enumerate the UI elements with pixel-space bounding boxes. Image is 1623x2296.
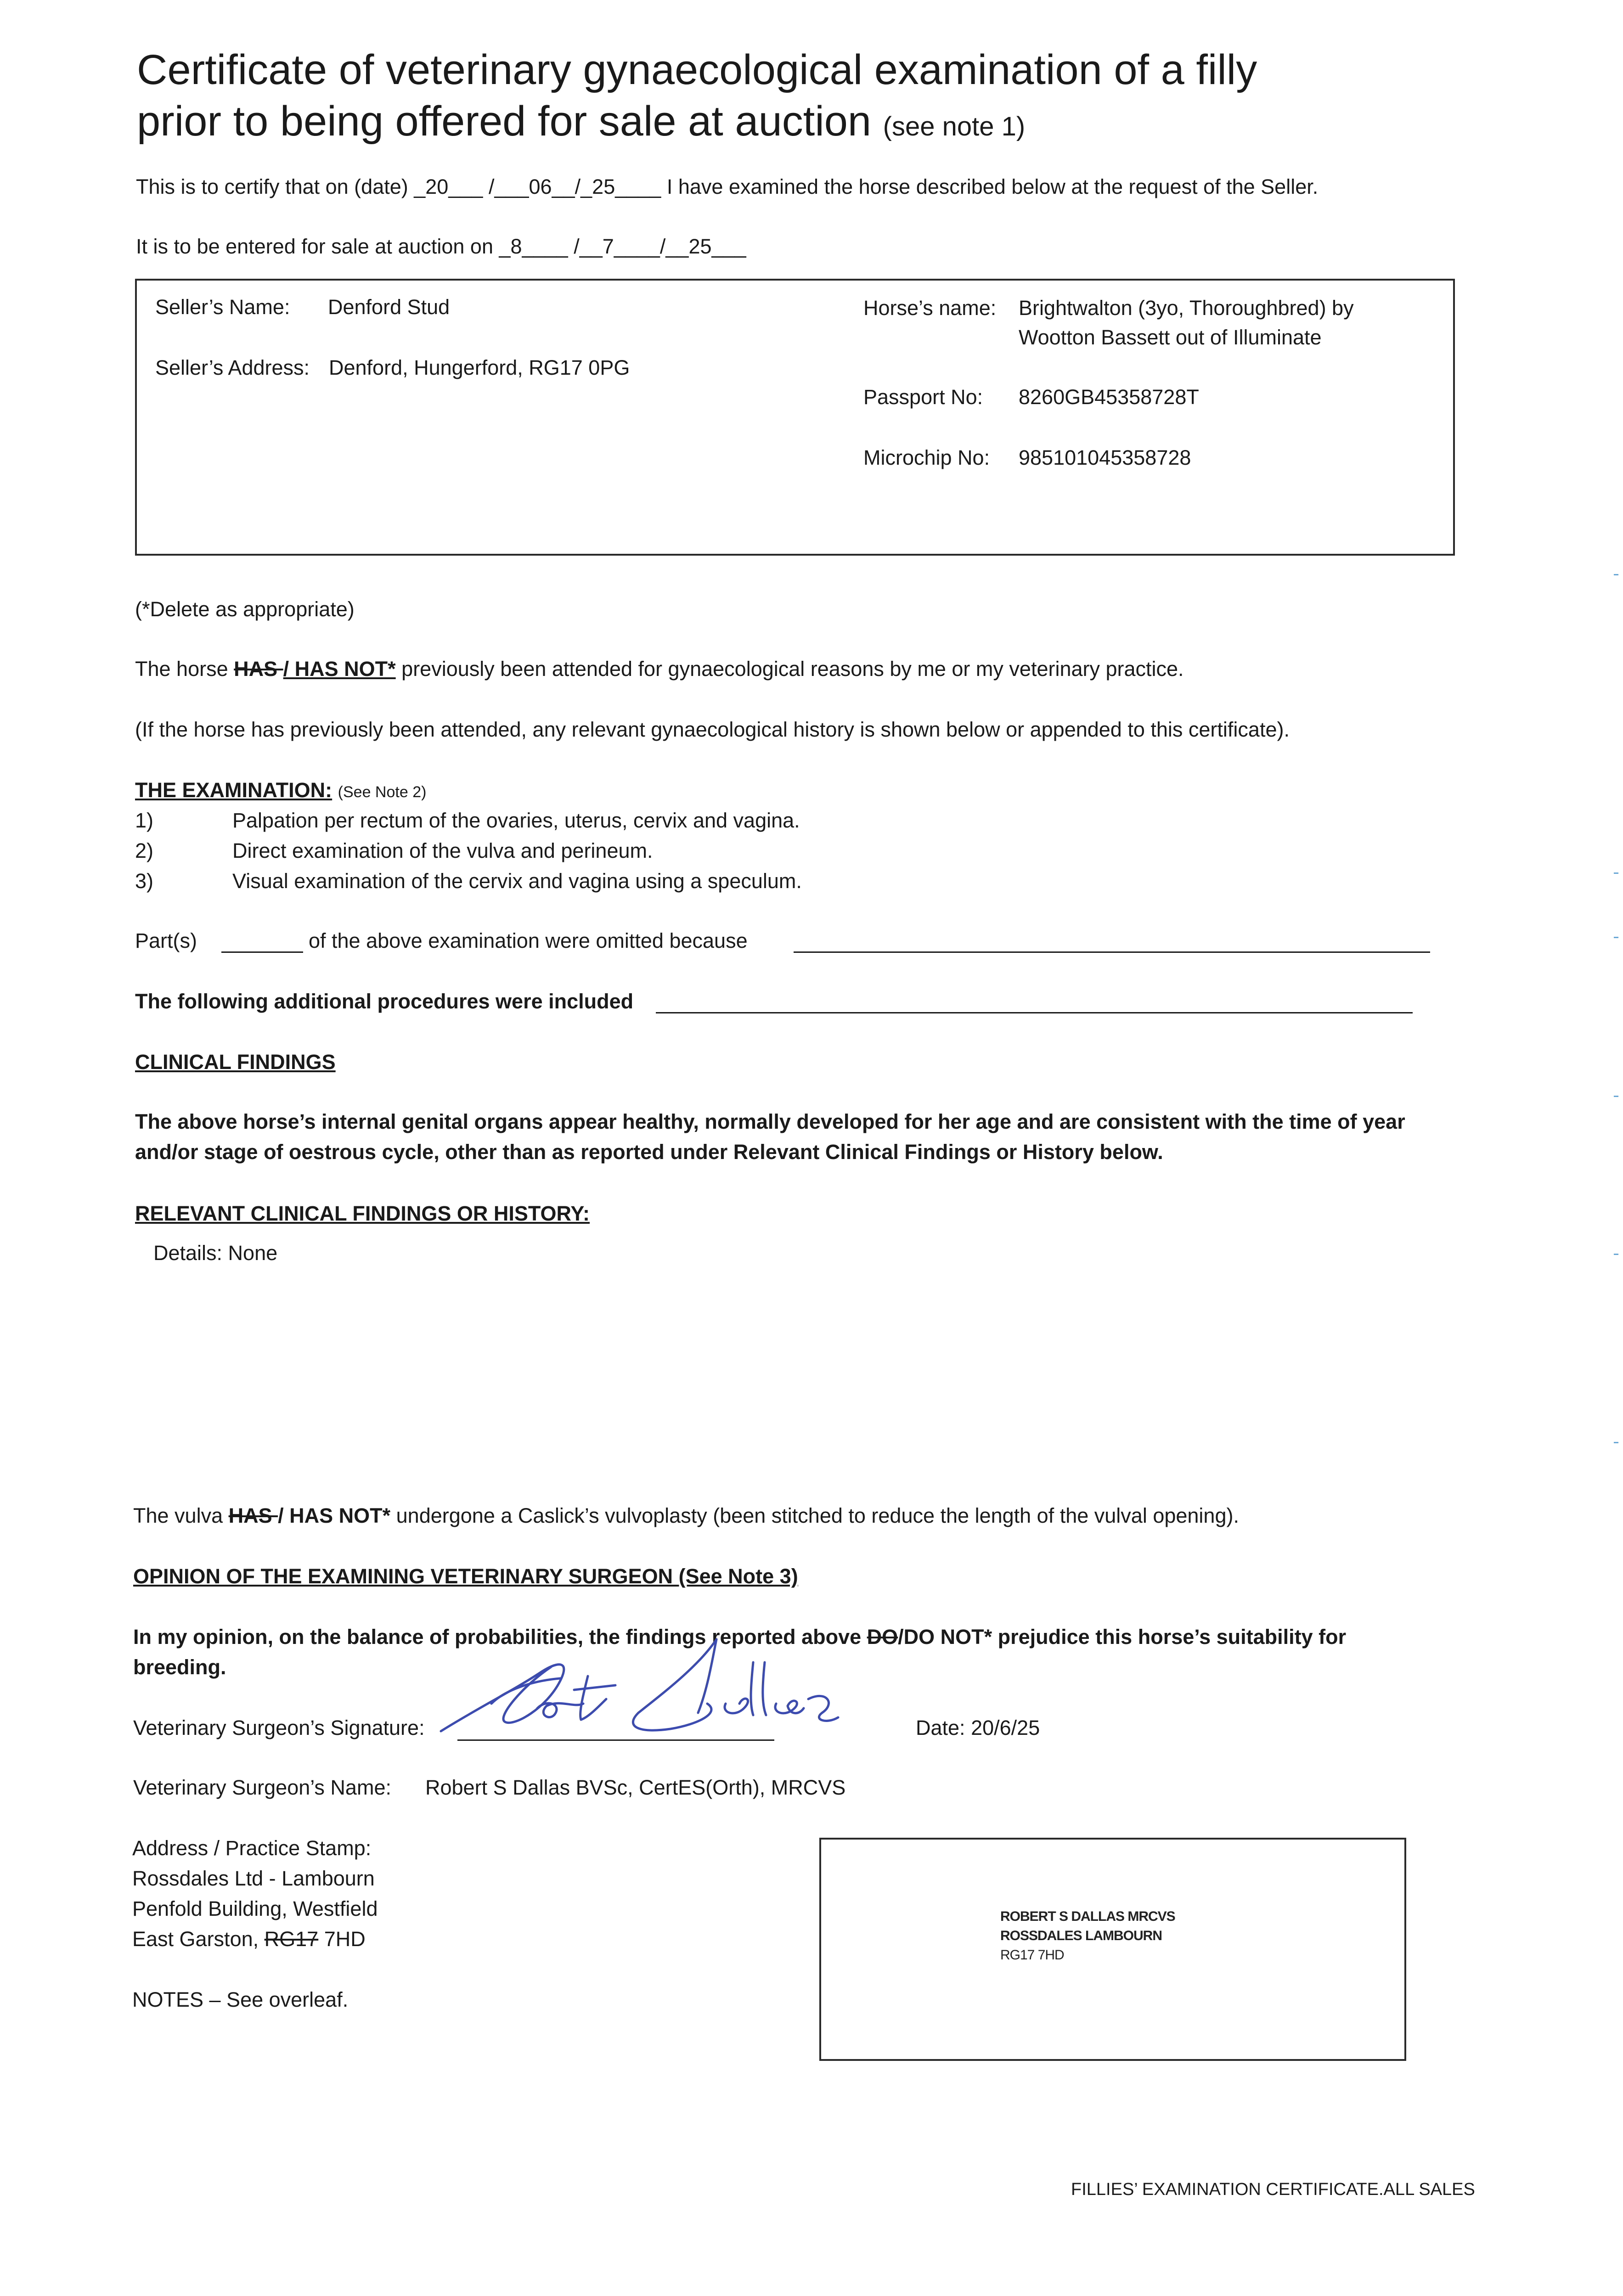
exam-item-1-num: 1) xyxy=(135,809,154,832)
horse-name-label: Horse’s name: xyxy=(863,296,997,320)
sale-month: /__7____ xyxy=(574,235,660,258)
vulva-statement xyxy=(133,1503,1239,1529)
practice-stamp-box xyxy=(819,1838,1406,2061)
passport-value: 8260GB45358728T xyxy=(1019,385,1199,409)
seller-address-value: Denford, Hungerford, RG17 0PG xyxy=(329,356,630,379)
seller-address-label: Seller’s Address: xyxy=(155,356,310,379)
scan-edge-mark xyxy=(1614,872,1618,874)
address-line2: Penfold Building, Westfield xyxy=(132,1897,378,1920)
surgeon-name-value: Robert S Dallas BVSc, CertES(Orth), MRCVS xyxy=(425,1776,846,1799)
exam-item-1-text: Palpation per rectum of the ovaries, uterus, cervix and vagina. xyxy=(232,809,800,832)
omitted-reason-blank xyxy=(794,951,1430,953)
opinion-line1-suffix: /DO NOT* prejudice this horse’s suitability for xyxy=(898,1625,1347,1649)
sale-date-line xyxy=(136,233,746,260)
stamp-line2: ROSSDALES LAMBOURN xyxy=(1000,1928,1162,1943)
date-value: 20/6/25 xyxy=(971,1716,1040,1739)
microchip-value: 985101045358728 xyxy=(1019,446,1191,469)
vulva-has-struck: HAS xyxy=(228,1504,278,1527)
horse-name-value-line2: Wootton Bassett out of Illuminate xyxy=(1019,326,1322,349)
examination-heading-text: THE EXAMINATION: xyxy=(135,778,332,802)
scan-edge-mark xyxy=(1614,937,1618,938)
opinion-do-struck: DO xyxy=(867,1625,898,1649)
certify-day: _20___ xyxy=(414,175,483,198)
relevant-findings-heading: RELEVANT CLINICAL FINDINGS OR HISTORY: xyxy=(135,1202,590,1225)
examination-heading xyxy=(135,777,426,805)
additional-procedures-label: The following additional procedures were included xyxy=(135,990,634,1013)
stamp-line3: RG17 7HD xyxy=(1000,1947,1064,1963)
surgeon-name-label: Veterinary Surgeon’s Name: xyxy=(133,1776,391,1799)
attended-has-not: / HAS NOT* xyxy=(283,657,396,681)
certify-suffix: I have examined the horse described below at the request of the Seller. xyxy=(666,175,1319,198)
certify-year: /_25____ xyxy=(575,175,661,198)
address-line1: Rossdales Ltd - Lambourn xyxy=(132,1867,375,1890)
microchip-label: Microchip No: xyxy=(863,446,990,469)
scan-edge-mark xyxy=(1614,1096,1618,1097)
exam-item-2-num: 2) xyxy=(135,839,154,862)
delete-note: (*Delete as appropriate) xyxy=(135,597,355,621)
omitted-prefix: Part(s) xyxy=(135,929,197,952)
passport-label: Passport No: xyxy=(863,385,983,409)
signature-label: Veterinary Surgeon’s Signature: xyxy=(133,1716,425,1739)
vulva-has-not: / HAS NOT* xyxy=(278,1504,391,1527)
title-main: prior to being offered for sale at auction xyxy=(137,98,872,145)
opinion-line1-prefix: In my opinion, on the balance of probabilities, the findings reported above xyxy=(133,1625,867,1649)
attended-prefix: The horse xyxy=(135,657,234,681)
handwritten-signature xyxy=(423,1635,863,1754)
exam-item-3-text: Visual examination of the cervix and vagina using a speculum. xyxy=(232,869,802,893)
opinion-line2: breeding. xyxy=(133,1655,226,1679)
address-line3-suffix: 7HD xyxy=(318,1927,366,1951)
horse-name-value-line1: Brightwalton (3yo, Thoroughbred) by xyxy=(1019,296,1354,320)
address-line3-prefix: East Garston, xyxy=(132,1927,265,1951)
clinical-statement-line1: The above horse’s internal genital organs appear healthy, normally developed for her age and are consistent with the time of year xyxy=(135,1110,1405,1133)
certify-month: /___06__ xyxy=(488,175,575,198)
clinical-findings-heading: CLINICAL FINDINGS xyxy=(135,1050,336,1074)
vulva-suffix: undergone a Caslick’s vulvoplasty (been stitched to reduce the length of the vulval opening). xyxy=(390,1504,1239,1527)
certify-line xyxy=(136,174,1318,200)
certificate-title-line1: Certificate of veterinary gynaecological examination of a filly xyxy=(137,46,1257,93)
footer-label: FILLIES’ EXAMINATION CERTIFICATE.ALL SALES xyxy=(1071,2180,1475,2199)
examination-heading-note: (See Note 2) xyxy=(338,783,427,801)
history-note: (If the horse has previously been attended, any relevant gynaecological history is shown below or appended to this certificate). xyxy=(135,718,1290,741)
address-line3 xyxy=(132,1926,366,1953)
omitted-suffix: of the above examination were omitted because xyxy=(309,929,748,952)
sale-day: _8____ xyxy=(499,235,568,258)
seller-name-label: Seller’s Name: xyxy=(155,295,290,319)
certify-prefix: This is to certify that on (date) xyxy=(136,175,408,198)
attended-has-struck: HAS xyxy=(234,657,283,681)
omitted-parts-blank xyxy=(221,951,303,953)
title-note: (see note 1) xyxy=(883,112,1026,141)
seller-name-value: Denford Stud xyxy=(328,295,450,319)
vulva-prefix: The vulva xyxy=(133,1504,229,1527)
address-line3-struck: RG17 xyxy=(264,1927,319,1951)
exam-item-3-num: 3) xyxy=(135,869,154,893)
opinion-heading: OPINION OF THE EXAMINING VETERINARY SURGEON (See Note 3) xyxy=(133,1564,798,1588)
scan-edge-mark xyxy=(1614,574,1618,575)
attended-statement xyxy=(135,656,1184,682)
notes-reference: NOTES – See overleaf. xyxy=(132,1988,349,2011)
attended-suffix: previously been attended for gynaecological reasons by me or my veterinary practice. xyxy=(395,657,1184,681)
additional-procedures-blank xyxy=(656,1012,1413,1013)
clinical-statement-line2: and/or stage of oestrous cycle, other than as reported under Relevant Clinical Findings or History below. xyxy=(135,1140,1163,1164)
stamp-line1: ROBERT S DALLAS MRCVS xyxy=(1000,1909,1175,1924)
certificate-title-line2 xyxy=(137,96,1025,152)
exam-item-2-text: Direct examination of the vulva and perineum. xyxy=(232,839,653,862)
sale-year-value: /__25___ xyxy=(659,235,746,258)
address-label: Address / Practice Stamp: xyxy=(132,1836,372,1860)
date-field xyxy=(916,1715,1040,1741)
sale-prefix: It is to be entered for sale at auction on xyxy=(136,235,493,258)
scan-edge-mark xyxy=(1614,1254,1618,1255)
relevant-findings-details: Details: None xyxy=(153,1241,278,1265)
scan-edge-mark xyxy=(1614,1442,1618,1443)
date-label: Date: xyxy=(916,1716,965,1739)
